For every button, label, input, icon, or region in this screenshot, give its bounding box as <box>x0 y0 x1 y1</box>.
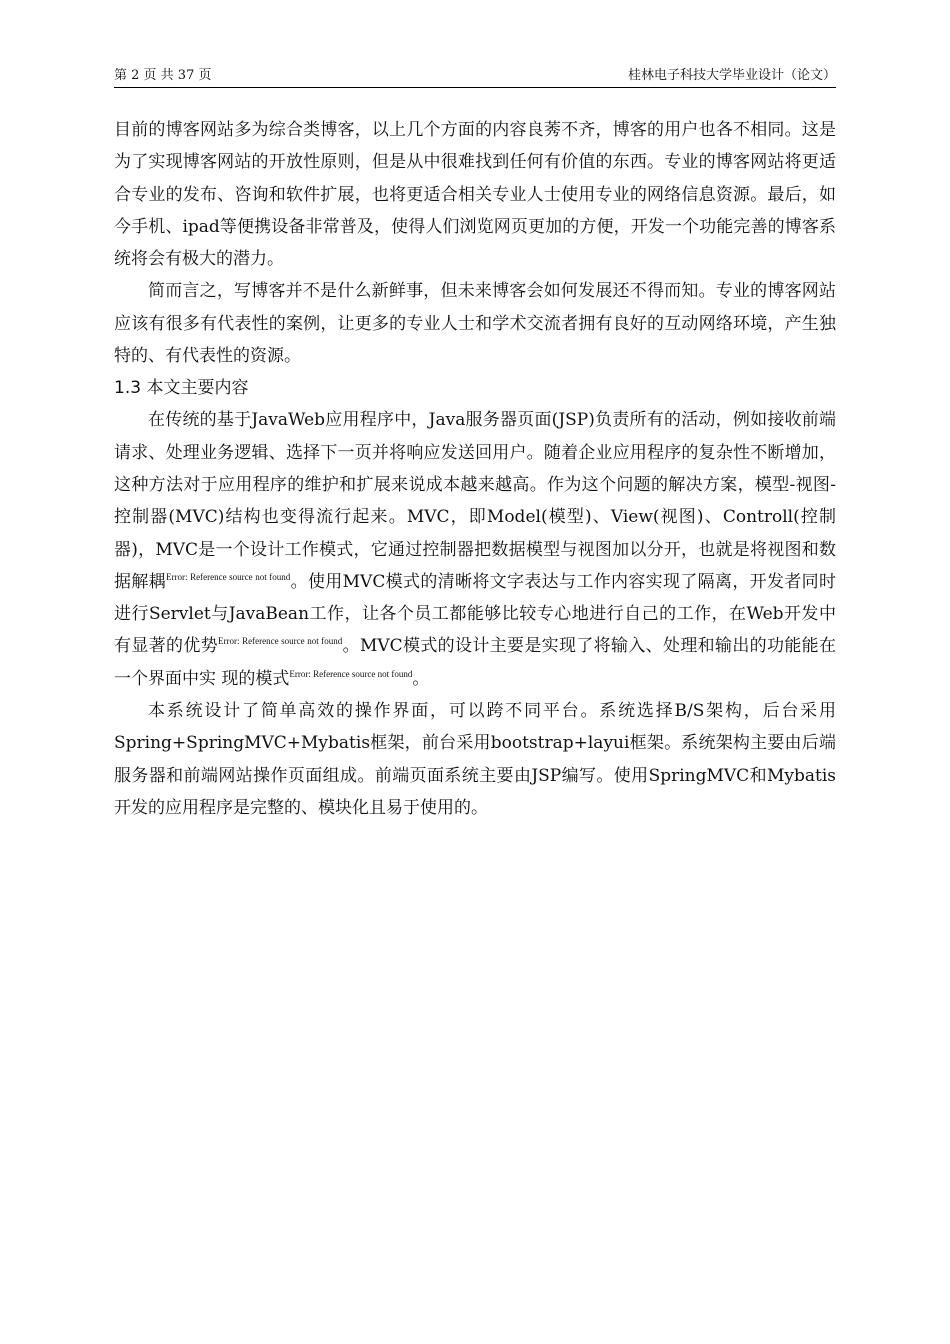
paragraph-3-text-c: 。MVC模式的设计主要是实现了将输入、处理和输出的功能能在一个界面中实 现的模式 <box>114 636 836 689</box>
paragraph-3-text-d: 。 <box>412 668 430 689</box>
paragraph-1: 目前的博客网站多为综合类博客，以上几个方面的内容良莠不齐，博客的用户也各不相同。这是为了实现博客网站的开放性原则，但是从中很难找到任何有价值的东西。专业的博客网站将更适合专业的发布、咨询和软件扩展，也将更适合相关专业人士使用专业的网络信息资源。最后，如今手机、ipad等便携设备非常普及，使得人们浏览网页更加的方便，开发一个功能完善的博客系统将会有极大的潜力。 <box>114 120 836 270</box>
paragraph-2: 简而言之，写博客并不是什么新鲜事，但未来博客会如何发展还不得而知。专业的博客网站应该有很多有代表性的案例，让更多的专业人士和学术交流者拥有良好的互动网络环境，产生独特的、有代表性的资源。 <box>114 281 836 367</box>
paragraph-4: 本系统设计了简单高效的操作界面，可以跨不同平台。系统选择B/S架构，后台采用Spring+SpringMVC+Mybatis框架，前台采用bootstrap+layui框架。系统架构主要由后端服务器和前端网站操作页面组成。前端页面系统主要由JSP编写。使用SpringMVC和Mybatis开发的应用程序是完整的、模块化且易于使用的。 <box>114 701 836 818</box>
paragraph-3 <box>114 404 836 695</box>
page-header <box>114 66 836 86</box>
page-number: 第 2 页 共 37 页 <box>114 68 212 83</box>
reference-error-1: Error: Reference source not found <box>166 571 291 582</box>
header-rule <box>114 87 836 88</box>
reference-error-3: Error: Reference source not found <box>289 668 413 679</box>
section-heading: 1.3 本文主要内容 <box>114 378 249 399</box>
reference-error-2: Error: Reference source not found <box>218 636 343 647</box>
paragraph-3-text-a: 在传统的基于JavaWeb应用程序中，Java服务器页面(JSP)负责所有的活动，例如接收前端请求、处理业务逻辑、选择下一页并将响应发送回用户。随着企业应用程序的复杂性不断增加，这种方法对于应用程序的维护和扩展来说成本越来越高。作为这个问题的解决方案，模型-视图-控制器(MVC)结构也变得流行起来。MVC，即Model(模型)、View(视图)、Controll(控制器)，MVC是一个设计工作模式，它通过控制器把数据模型与视图加以分开，也就是将视图和数据解耦 <box>114 410 836 592</box>
header-title: 桂林电子科技大学毕业设计（论文） <box>627 68 836 83</box>
paragraph-3-text-b: 。使用MVC模式的清晰将文字表达与工作内容实现了隔离，开发者同时进行Servlet与JavaBean工作，让各个员工都能够比较专心地进行自己的工作，在Web开发中有显著的优势 <box>114 571 836 657</box>
body-text <box>114 114 836 824</box>
